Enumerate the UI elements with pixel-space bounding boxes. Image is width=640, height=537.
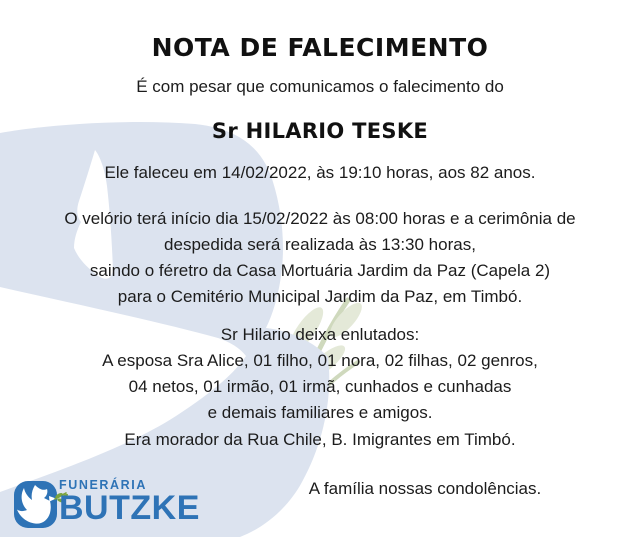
brand-butzke: BUTZKE bbox=[59, 489, 200, 527]
mourners-line: 04 netos, 01 irmão, 01 irmã, cunhados e cunhadas bbox=[128, 377, 512, 396]
mourners-line: A esposa Sra Alice, 01 filho, 01 nora, 02 filhas, 02 genros, bbox=[102, 351, 538, 370]
notice-intro: É com pesar que comunicamos o falecimento do bbox=[136, 77, 504, 96]
mourners-heading: Sr Hilario deixa enlutados: bbox=[220, 325, 420, 344]
deceased-name: Sr HILARIO TESKE bbox=[211, 119, 429, 143]
brand-funeraria: FUNERÁRIA bbox=[59, 478, 148, 492]
service-details bbox=[0, 206, 640, 310]
service-line: para o Cemitério Municipal Jardim da Paz, em Timbó. bbox=[117, 287, 523, 306]
mourners-line: e demais familiares e amigos. bbox=[207, 403, 433, 422]
mourners-section bbox=[0, 322, 640, 426]
notice-title: NOTA DE FALECIMENTO bbox=[151, 33, 489, 62]
residence-line: Era morador da Rua Chile, B. Imigrantes em Timbó. bbox=[124, 430, 516, 449]
condolences-line: A família nossas condolências. bbox=[308, 479, 542, 498]
brand-text bbox=[59, 478, 259, 525]
service-line: saindo o féretro da Casa Mortuária Jardim da Paz (Capela 2) bbox=[89, 261, 551, 280]
service-line: despedida será realizada às 13:30 horas, bbox=[164, 235, 476, 254]
death-date-line: Ele faleceu em 14/02/2022, às 19:10 horas, aos 82 anos. bbox=[104, 163, 536, 182]
service-line: O velório terá início dia 15/02/2022 às 08:00 horas e a cerimônia de bbox=[64, 209, 576, 228]
